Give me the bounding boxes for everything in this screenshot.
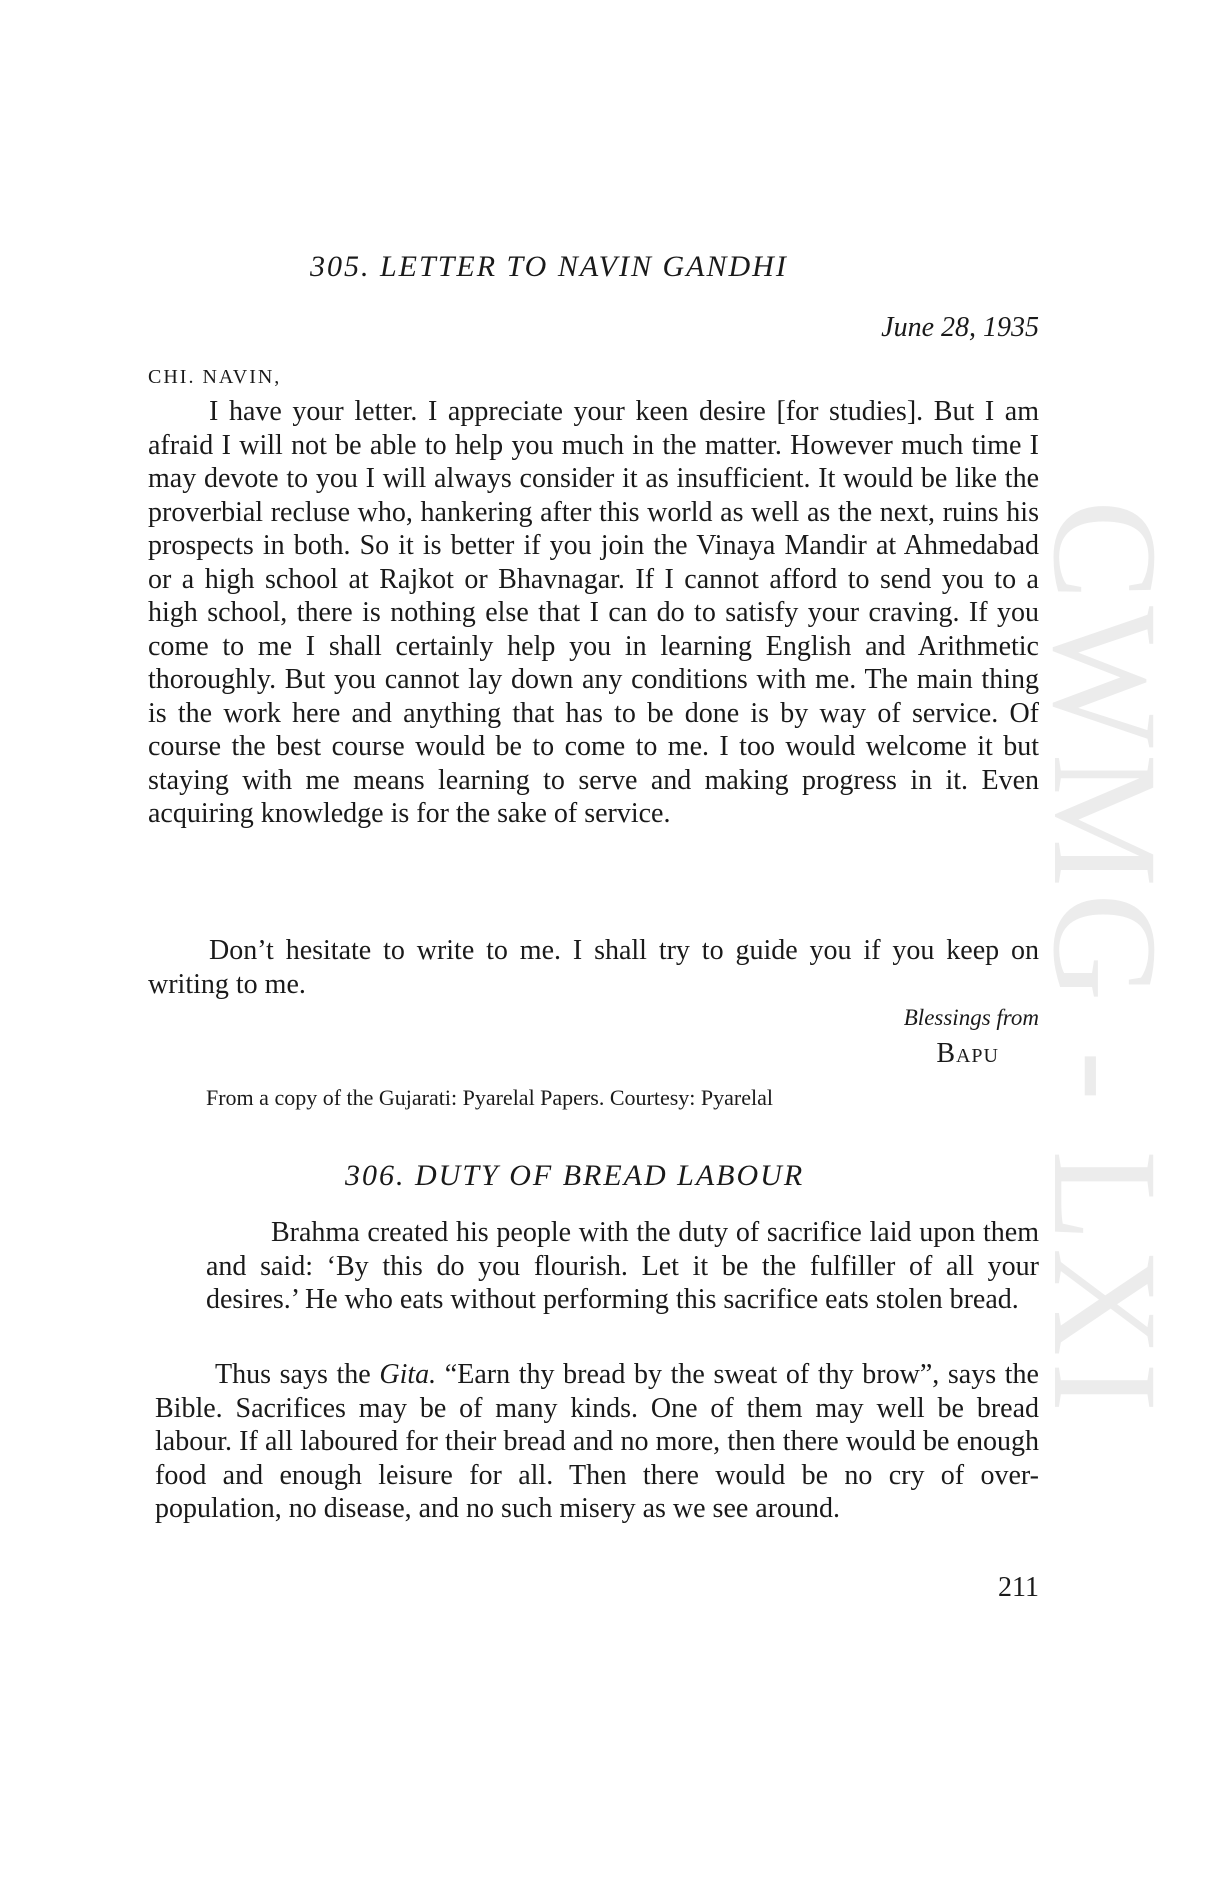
article-paragraph-part-2: “Earn thy bread by the sweat of thy brow”, says the Bible. Sacrifices may be of many kinds. One of them may well be bread labour. If all laboured for their bread and no more, then there would be enough food and enough leisure for all. Then there would be no cry of over-population, no disease, and no such misery as we see around. — [155, 1359, 1039, 1524]
page-number: 211 — [998, 1572, 1039, 1603]
letter-date: June 28, 1935 — [881, 312, 1039, 343]
letter-salutation: CHI. NAVIN, — [148, 366, 282, 388]
article-paragraph — [155, 1358, 1039, 1526]
letter-paragraph-2: Don’t hesitate to write to me. I shall try to guide you if you keep on writing to me. — [148, 935, 1039, 1000]
article-heading: 306. DUTY OF BREAD LABOUR — [345, 1159, 805, 1192]
letter-heading: 305. LETTER TO NAVIN GANDHI — [310, 250, 788, 283]
letter-closing-blessings: Blessings from — [903, 1005, 1039, 1030]
article-paragraph-gita: Gita. — [379, 1359, 437, 1390]
article-paragraph-part-1: Thus says the — [215, 1359, 380, 1390]
letter-source-note: From a copy of the Gujarati: Pyarelal Papers. Courtesy: Pyarelal — [206, 1085, 773, 1110]
article-quote: Brahma created his people with the duty of sacrifice laid upon them and said: ‘By this do you flourish. Let it be the fulfiller of all your desires.’ He who eats without performing this sacrifice eats stolen bread. — [206, 1217, 1039, 1315]
letter-signature: Bapu — [936, 1038, 999, 1069]
watermark-text: CWMG - LXI — [1022, 500, 1188, 1419]
letter-paragraph-1: I have your letter. I appreciate your keen desire [for studies]. But I am afraid I will not be able to help you much in the matter. However much time I may devote to you I will always consider it as insufficient. It would be like the proverbial recluse who, hankering after this world as well as the next, ruins his prospects in both. So it is better if you join the Vinaya Mandir at Ahmedabad or a high school at Rajkot or Bhavnagar. If I cannot afford to send you to a high school, there is nothing else that I can do to satisfy your craving. If you come to me I shall certainly help you in learning English and Arithmetic thoroughly. But you cannot lay down any conditions with me. The main thing is the work here and anything that has to be done is by way of service. Of course the best course would be to come to me. I too would welcome it but staying with me means learning to serve and making progress in it. Even acquiring knowledge is for the sake of service. — [148, 396, 1039, 829]
